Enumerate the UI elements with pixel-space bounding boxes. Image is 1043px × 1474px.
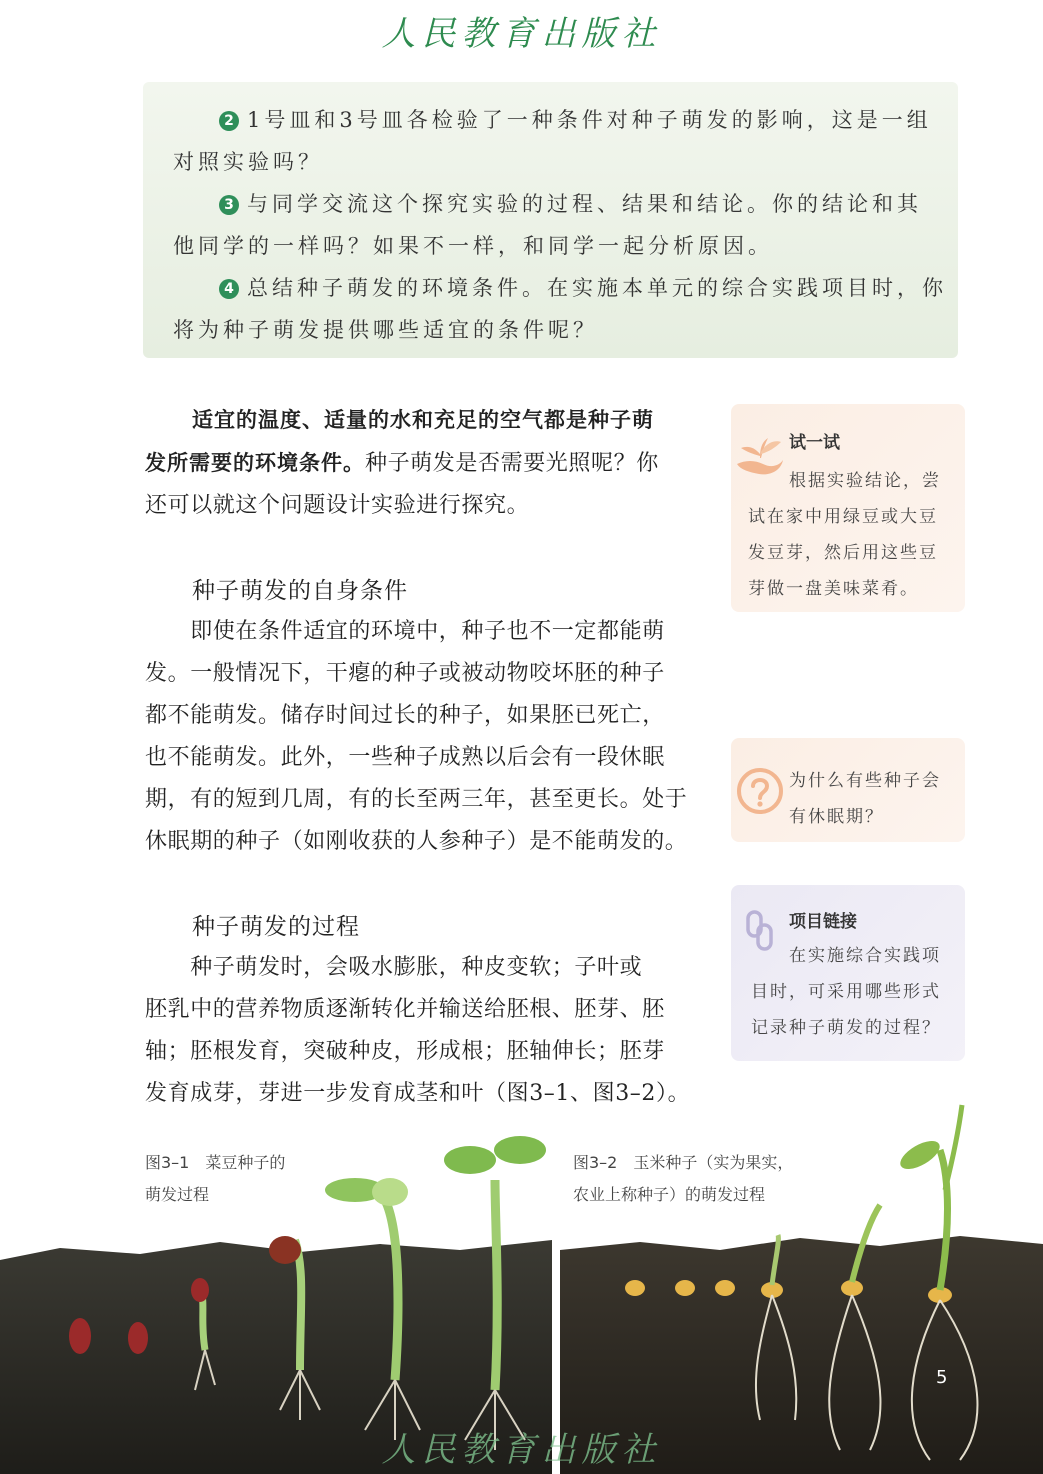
question-3-line-2: 他同学的一样吗？如果不一样，和同学一起分析原因。 <box>173 234 773 258</box>
section-heading-germination-process: 种子萌发的过程 <box>192 914 360 940</box>
question-2-line-2: 对照实验吗？ <box>173 150 323 174</box>
sidebar-line: 记录种子萌发的过程？ <box>751 1018 941 1038</box>
think-question-sidebar <box>731 738 965 842</box>
question-4-line-2: 将为种子萌发提供哪些适宜的条件呢？ <box>173 318 598 342</box>
sidebar-line: 在实施综合实践项 <box>789 946 941 966</box>
figure-3-2-caption-line-2: 农业上称种子）的萌发过程 <box>573 1185 766 1204</box>
paragraph-line: 即使在条件适宜的环境中，种子也不一定都能萌 <box>145 619 665 644</box>
paragraph-line: 轴；胚根发育，突破种皮，形成根；胚轴伸长；胚芽 <box>145 1039 665 1064</box>
paragraph-line: 休眠期的种子（如刚收获的人参种子）是不能萌发的。 <box>145 829 688 854</box>
figure-3-1-caption-line-2: 萌发过程 <box>145 1185 210 1204</box>
chain-link-icon <box>745 909 775 953</box>
sidebar-line: 芽做一盘美味菜肴。 <box>748 579 919 599</box>
paragraph-line: 都不能萌发。储存时间过长的种子，如果胚已死亡， <box>145 703 665 728</box>
discussion-questions-box <box>143 82 958 358</box>
sidebar-line: 有休眠期？ <box>789 807 884 827</box>
sidebar-title: 试一试 <box>789 433 840 453</box>
sidebar-line: 根据实验结论，尝 <box>789 471 941 491</box>
section-heading-self-conditions: 种子萌发的自身条件 <box>192 578 408 604</box>
sidebar-line: 试在家中用绿豆或大豆 <box>748 507 938 527</box>
sidebar-title: 项目链接 <box>789 912 857 932</box>
paragraph-line: 期，有的短到几周，有的长至两三年，甚至更长。处于 <box>145 787 688 812</box>
key-conclusion-line-1: 适宜的温度、适量的水和充足的空气都是种子萌 <box>192 408 654 432</box>
question-3-line-1: 3 与同学交流这个探究实验的过程、结果和结论。你的结论和其 <box>219 188 989 218</box>
project-link-sidebar <box>731 885 965 1061</box>
paragraph-line: 发育成芽，芽进一步发育成茎和叶（图3–1、图3–2）。 <box>145 1081 691 1106</box>
question-number-badge: 2 <box>219 111 239 131</box>
question-number-badge: 4 <box>219 279 239 299</box>
paragraph-line: 胚乳中的营养物质逐渐转化并输送给胚根、胚芽、胚 <box>145 997 665 1022</box>
key-conclusion-line-2: 发所需要的环境条件。种子萌发是否需要光照呢？你 <box>145 451 659 476</box>
question-number-badge: 3 <box>219 195 239 215</box>
sprout-hand-icon <box>735 430 785 478</box>
paragraph-line: 种子萌发时，会吸水膨胀，种皮变软；子叶或 <box>145 955 643 980</box>
paragraph-line: 发。一般情况下，干瘪的种子或被动物咬坏胚的种子 <box>145 661 665 686</box>
figure-3-1-caption-line-1: 图3–1 菜豆种子的 <box>145 1153 286 1172</box>
figure-3-2-caption-line-1: 图3–2 玉米种子（实为果实， <box>573 1153 794 1172</box>
paragraph-line: 也不能萌发。此外，一些种子成熟以后会有一段休眠 <box>145 745 665 770</box>
sidebar-line: 目时，可采用哪些形式 <box>751 982 941 1002</box>
sidebar-line: 发豆芽，然后用这些豆 <box>748 543 938 563</box>
sidebar-line: 为什么有些种子会 <box>789 771 941 791</box>
paragraph-line: 还可以就这个问题设计实验进行探究。 <box>145 493 530 518</box>
page-number: 5 <box>936 1367 948 1388</box>
question-2-line-1: 2 1号皿和3号皿各检验了一种条件对种子萌发的影响，这是一组 <box>219 104 989 134</box>
publisher-watermark-bottom: 人民教育出版社 <box>381 1430 662 1470</box>
try-it-sidebar <box>731 404 965 612</box>
question-mark-icon <box>735 766 785 816</box>
corn-germination-photo <box>560 1100 1043 1474</box>
publisher-watermark-top: 人民教育出版社 <box>381 14 662 54</box>
question-4-line-1: 4 总结种子萌发的环境条件。在实施本单元的综合实践项目时，你 <box>219 272 989 302</box>
bean-germination-photo <box>0 1120 552 1474</box>
